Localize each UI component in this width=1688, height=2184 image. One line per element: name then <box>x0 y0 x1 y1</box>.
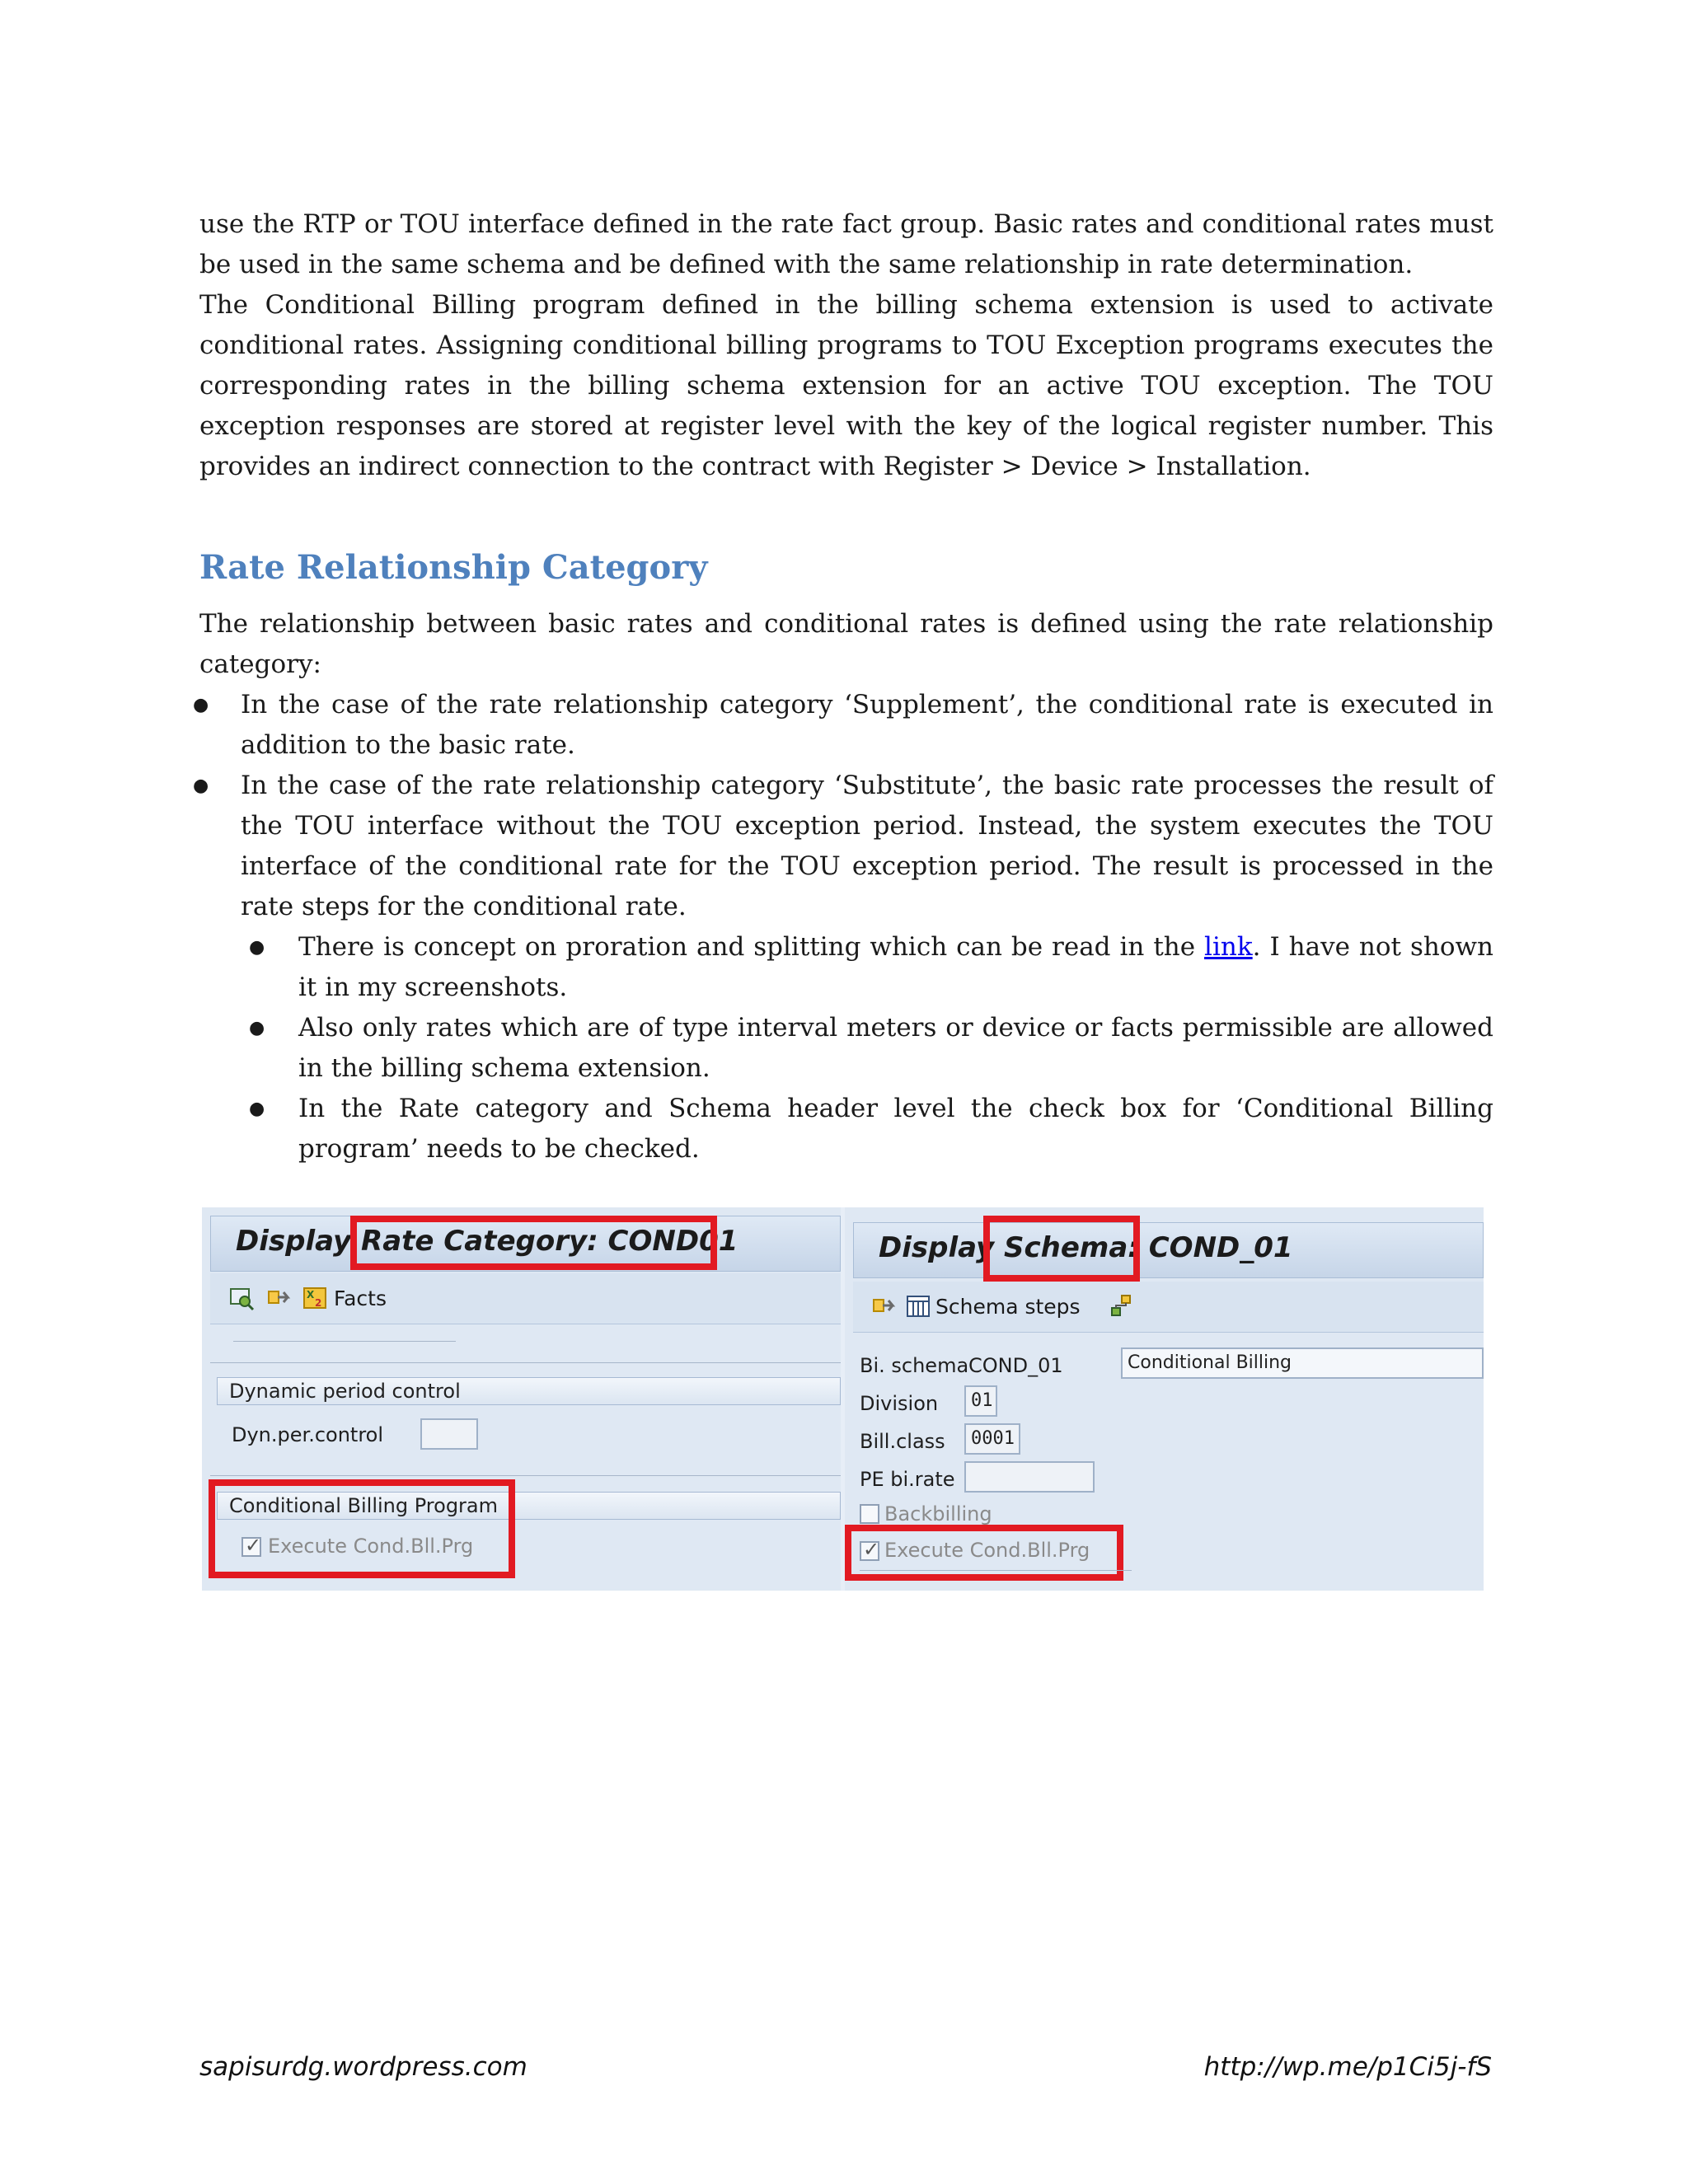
schema-title-prefix: Display <box>879 1231 995 1264</box>
bullet-supplement: ● In the case of the rate relationship category ‘Supplement’, the conditional rate is executed in addition to the basic rate. <box>199 685 1493 766</box>
note-rate-types: ● Also only rates which are of type interval meters or device or facts permissible are allowed in the billing schema extension. <box>257 1008 1493 1089</box>
dynamic-period-group-header: Dynamic period control <box>217 1377 841 1405</box>
division-field[interactable]: 01 <box>964 1385 997 1417</box>
checkbox-underline <box>860 1570 1132 1571</box>
pe-bi-rate-label: PE bi.rate <box>860 1468 955 1491</box>
dyn-per-control-label: Dyn.per.control <box>232 1423 384 1446</box>
intro-paragraph-1: use the RTP or TOU interface defined in the rate fact group. Basic rates and conditional rates must be used in the same schema and be defined with the same relationship in rate determination. <box>199 209 1493 279</box>
backbilling-label: Backbilling <box>884 1502 992 1526</box>
schema-steps-button-label[interactable]: Schema steps <box>935 1295 1081 1319</box>
navigate-icon[interactable] <box>871 1293 898 1319</box>
dyn-per-control-field[interactable] <box>420 1418 478 1450</box>
rate-category-toolbar <box>210 1273 841 1324</box>
bill-class-label: Bill.class <box>860 1430 945 1453</box>
title-highlight: Rate Category: COND01 <box>361 1225 738 1258</box>
conditional-billing-group-header: Conditional Billing Program <box>217 1492 841 1520</box>
bullet-substitute: ● In the case of the rate relationship category ‘Substitute’, the basic rate processes the result of the TOU interface without the TOU exception period. Instead, the system executes the TOU interface of the conditional rate for the TOU exception period. The result is processed in the rate steps for the conditional rate. <box>199 766 1493 927</box>
title-prefix: Display <box>236 1225 352 1258</box>
facts-button-label[interactable]: Facts <box>334 1286 387 1310</box>
hierarchy-icon[interactable] <box>1109 1293 1135 1319</box>
svg-text:2: 2 <box>315 1297 322 1309</box>
highlight-conditional-box <box>209 1479 515 1578</box>
sap-screenshots <box>202 1207 1484 1591</box>
group-divider <box>210 1475 841 1476</box>
cut-off-separator <box>233 1341 456 1342</box>
pe-bi-rate-field[interactable] <box>964 1461 1095 1493</box>
highlight-title-box <box>350 1216 717 1270</box>
note-proration <box>257 927 1493 1008</box>
division-label: Division <box>860 1392 939 1415</box>
svg-text:X: X <box>307 1289 315 1301</box>
note-1-text-a: There is concept on proration and splitting which can be read in the <box>298 932 1205 962</box>
facts-icon[interactable] <box>302 1285 329 1311</box>
screen-divider <box>210 1362 841 1363</box>
section-heading: Rate Relationship Category <box>199 548 708 587</box>
schema-toolbar <box>853 1282 1484 1333</box>
highlight-schema-checkbox-box <box>845 1525 1123 1581</box>
relationship-section <box>199 604 1493 927</box>
section-lead: The relationship between basic rates and conditional rates is defined using the rate relationship category: <box>199 609 1493 679</box>
footer-short-url: http://wp.me/p1Ci5j-fS <box>1203 2052 1492 2082</box>
rate-category-screen <box>202 1207 841 1591</box>
intro-text <box>199 204 1493 487</box>
relationship-bullets <box>199 685 1493 927</box>
execute-cond-bll-prg-label: Execute Cond.Bll.Prg <box>268 1535 474 1558</box>
schema-description-field[interactable]: Conditional Billing <box>1121 1347 1484 1379</box>
schema-titlebar <box>853 1222 1484 1278</box>
footer-site: sapisurdg.wordpress.com <box>199 2052 528 2082</box>
highlight-schema-title-box <box>983 1216 1140 1282</box>
schema-steps-icon[interactable] <box>906 1293 932 1319</box>
bill-class-field[interactable]: 0001 <box>964 1423 1020 1455</box>
intro-paragraph-2: The Conditional Billing program defined in the billing schema extension is used to activate conditional rates. Assigning conditional billing programs to TOU Exception programs executes the corresponding rates in the billing schema extension for an active TOU exception. The TOU exception responses are stored at register level with the key of the logical register number. This provides an indirect connection to the contract with Register > Device > Installation. <box>199 290 1493 481</box>
notes-bullets <box>257 927 1493 1169</box>
navigate-icon[interactable] <box>266 1285 293 1311</box>
schema-value: COND_01 <box>968 1354 1063 1377</box>
backbilling-checkbox[interactable] <box>860 1504 879 1524</box>
note-checkbox: ● In the Rate category and Schema header level the check box for ‘Conditional Billing program’ needs to be checked. <box>257 1089 1493 1169</box>
display-icon[interactable] <box>228 1285 255 1311</box>
note-1-text-b: . I have not shown it in my screenshots. <box>298 932 1493 1002</box>
schema-execute-cond-bll-prg-label: Execute Cond.Bll.Prg <box>884 1539 1090 1562</box>
schema-title-highlight: Schema: COND_01 <box>1004 1231 1293 1264</box>
schema-label: Bi. schema <box>860 1354 969 1377</box>
link[interactable]: link <box>1204 932 1253 962</box>
schema-screen <box>845 1207 1484 1591</box>
notes-section <box>257 927 1493 1169</box>
